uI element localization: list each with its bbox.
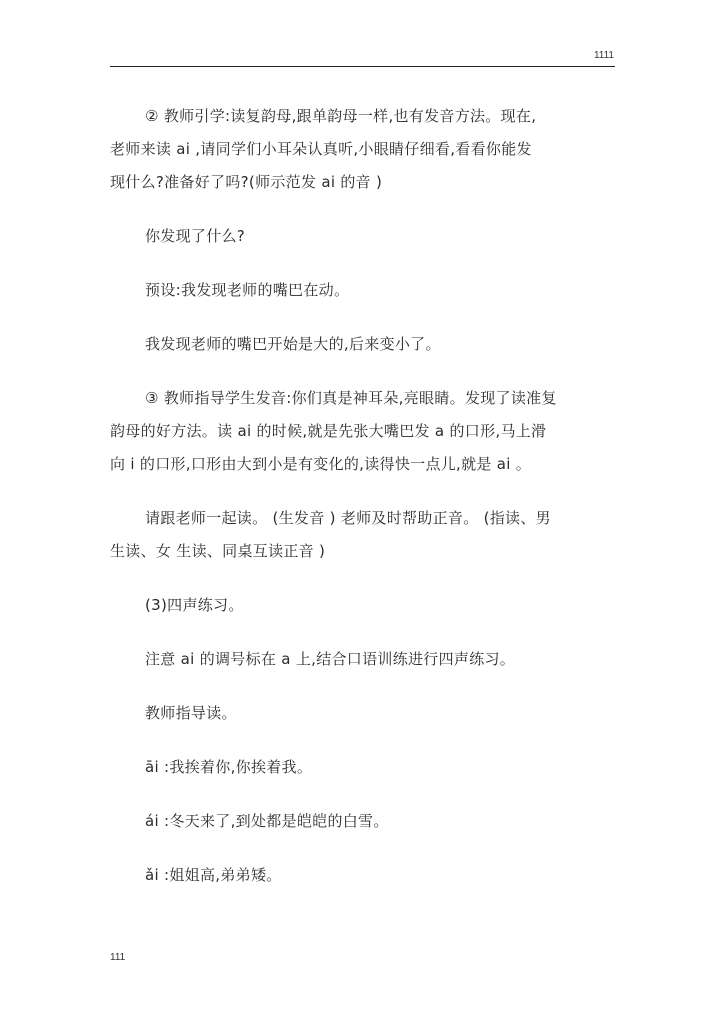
text-line: ③ 教师指导学生发音:你们真是神耳朵,亮眼睛。发现了读准复 (145, 389, 557, 407)
paragraph-teacher-guide (110, 100, 615, 199)
text-line: āi :我挨着你,你挨着我。 (145, 758, 313, 776)
header-page-number: 1111 (593, 50, 614, 61)
paragraph-observation (110, 328, 615, 361)
document-body (110, 100, 615, 913)
paragraph-four-tones-heading (110, 589, 615, 622)
text-line: 现什么?准备好了吗?(师示范发 ai 的音 ) (110, 173, 383, 191)
paragraph-teacher-reads (110, 697, 615, 730)
paragraph-tone-3-example (110, 859, 615, 892)
paragraph-pronunciation-guide (110, 382, 615, 481)
paragraph-tone-2-example (110, 805, 615, 838)
paragraph-preset-answer (110, 274, 615, 307)
paragraph-question (110, 220, 615, 253)
text-line: 向 i 的口形,口形由大到小是有变化的,读得快一点儿,就是 ai 。 (110, 455, 532, 473)
paragraph-tone-1-example (110, 751, 615, 784)
text-line: 教师指导读。 (145, 704, 237, 722)
text-line: 我发现老师的嘴巴开始是大的,后来变小了。 (145, 335, 441, 353)
paragraph-read-along (110, 502, 615, 568)
text-line: (3)四声练习。 (145, 596, 244, 614)
text-line: 老师来读 ai ,请同学们小耳朵认真听,小眼睛仔细看,看看你能发 (110, 140, 532, 158)
text-line: 韵母的好方法。读 ai 的时候,就是先张大嘴巴发 a 的口形,马上滑 (110, 422, 547, 440)
text-line: 请跟老师一起读。 (生发音 ) 老师及时帮助正音。 (指读、男 (145, 509, 551, 527)
text-line: 预设:我发现老师的嘴巴在动。 (145, 281, 350, 299)
text-line: ② 教师引学:读复韵母,跟单韵母一样,也有发音方法。现在, (145, 107, 537, 125)
text-line: ǎi :姐姐高,弟弟矮。 (145, 866, 282, 884)
footer-page-number: 111 (110, 952, 126, 963)
text-line: ái :冬天来了,到处都是皑皑的白雪。 (145, 812, 389, 830)
header-divider (110, 66, 615, 67)
paragraph-tone-mark-note (110, 643, 615, 676)
text-line: 生读、女 生读、同桌互读正音 ) (110, 542, 326, 560)
text-line: 注意 ai 的调号标在 a 上,结合口语训练进行四声练习。 (145, 650, 516, 668)
text-line: 你发现了什么? (145, 227, 246, 245)
